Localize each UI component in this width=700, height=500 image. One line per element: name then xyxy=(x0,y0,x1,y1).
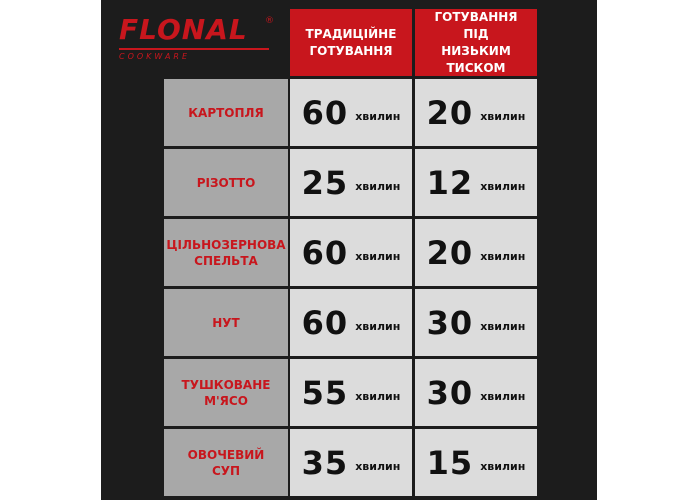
minutes-value: 30 xyxy=(426,303,474,342)
cell-soup-pressure xyxy=(415,429,537,496)
minutes-unit: хвилин xyxy=(355,110,401,123)
cell-potato-pressure xyxy=(415,79,537,146)
minutes-unit: хвилин xyxy=(480,320,526,333)
minutes-value: 60 xyxy=(301,93,349,132)
cell-risotto-pressure xyxy=(415,149,537,216)
minutes-value: 60 xyxy=(301,303,349,342)
cell-stewed-meat-pressure xyxy=(415,359,537,426)
minutes-value: 25 xyxy=(301,163,349,202)
cell-chickpeas-pressure xyxy=(415,289,537,356)
row-label-text: М'ЯСО xyxy=(204,393,248,408)
cell-stewed-meat-traditional xyxy=(290,359,412,426)
minutes-unit: хвилин xyxy=(355,250,401,263)
minutes-value: 15 xyxy=(426,443,474,482)
minutes-unit: хвилин xyxy=(480,180,526,193)
row-label-stewed-meat xyxy=(164,359,288,426)
cell-soup-traditional xyxy=(290,429,412,496)
row-label-text: РІЗОТТО xyxy=(196,175,256,190)
row-label-potato xyxy=(164,79,288,146)
cell-risotto-traditional xyxy=(290,149,412,216)
minutes-value: 20 xyxy=(426,93,474,132)
minutes-value: 20 xyxy=(426,233,474,272)
cell-chickpeas-traditional xyxy=(290,289,412,356)
row-label-text: НУТ xyxy=(212,315,240,330)
header-traditional-line-1: ТРАДИЦІЙНЕ xyxy=(305,26,397,41)
row-label-text: ОВОЧЕВИЙ xyxy=(187,447,265,462)
header-pressure-cooking xyxy=(415,9,537,76)
minutes-unit: хвилин xyxy=(355,180,401,193)
row-label-text: СУП xyxy=(211,463,241,478)
cell-spelt-traditional xyxy=(290,219,412,286)
brand-underline xyxy=(119,48,269,50)
brand-registered-mark: ® xyxy=(265,16,274,26)
minutes-unit: хвилин xyxy=(480,110,526,123)
minutes-unit: хвилин xyxy=(355,320,401,333)
header-traditional-cooking xyxy=(290,9,412,76)
header-pressure-line-1: ГОТУВАННЯ ПІД xyxy=(434,9,518,41)
row-label-text: ЦІЛЬНОЗЕРНОВА xyxy=(166,237,286,252)
minutes-unit: хвилин xyxy=(480,460,526,473)
minutes-value: 30 xyxy=(426,373,474,412)
brand-tagline: COOKWARE xyxy=(119,52,191,61)
minutes-unit: хвилин xyxy=(355,390,401,403)
row-label-risotto xyxy=(164,149,288,216)
minutes-value: 55 xyxy=(301,373,349,412)
brand-logo xyxy=(119,14,279,62)
minutes-value: 60 xyxy=(301,233,349,272)
minutes-unit: хвилин xyxy=(480,390,526,403)
minutes-value: 35 xyxy=(301,443,349,482)
cell-potato-traditional xyxy=(290,79,412,146)
minutes-value: 12 xyxy=(426,163,474,202)
row-label-text: СПЕЛЬТА xyxy=(194,253,258,268)
header-pressure-line-2: НИЗЬКИМ ТИСКОМ xyxy=(441,43,511,75)
row-label-text: КАРТОПЛЯ xyxy=(188,105,264,120)
minutes-unit: хвилин xyxy=(480,250,526,263)
brand-name: FLONAL xyxy=(119,13,248,46)
row-label-text: ТУШКОВАНЕ xyxy=(181,377,271,392)
header-traditional-line-2: ГОТУВАННЯ xyxy=(309,43,393,58)
cell-spelt-pressure xyxy=(415,219,537,286)
row-label-vegetable-soup xyxy=(164,429,288,496)
row-label-chickpeas xyxy=(164,289,288,356)
row-label-whole-spelt xyxy=(164,219,288,286)
minutes-unit: хвилин xyxy=(355,460,401,473)
